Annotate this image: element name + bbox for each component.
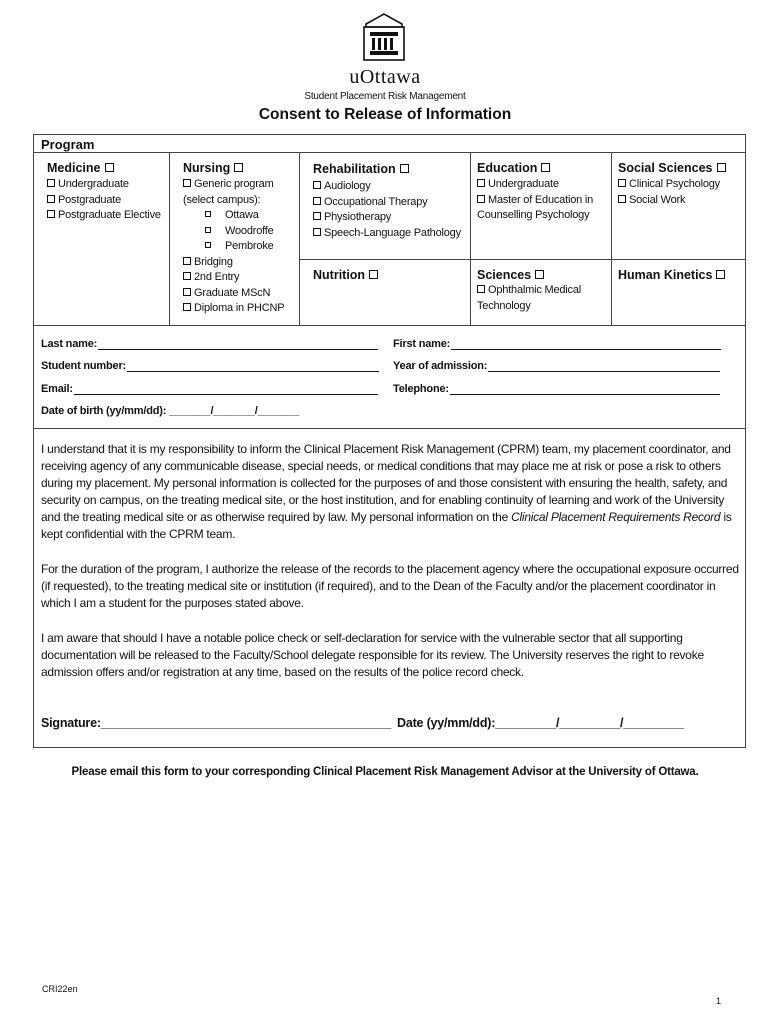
ophthalmic-medical-technology-option[interactable] bbox=[477, 283, 581, 299]
page-number: 1 bbox=[716, 996, 722, 1006]
brand-wordmark: uOttawa bbox=[349, 66, 421, 88]
nursing-label: Nursing bbox=[183, 161, 231, 175]
medicine-label: Medicine bbox=[47, 161, 101, 175]
social-sciences-checkbox[interactable] bbox=[618, 161, 726, 175]
divider bbox=[299, 259, 746, 260]
divider bbox=[299, 152, 300, 325]
field-label: Email: bbox=[41, 383, 73, 395]
checkbox-icon bbox=[369, 270, 378, 279]
option-label: Clinical Psychology bbox=[629, 178, 720, 190]
option-label: Bridging bbox=[194, 255, 233, 268]
education-med-counselling-option[interactable] bbox=[477, 193, 593, 209]
field-label: Last name: bbox=[41, 338, 98, 350]
option-label: Postgraduate Elective bbox=[58, 209, 161, 221]
human-kinetics-label: Human Kinetics bbox=[618, 268, 713, 282]
medicine-checkbox[interactable] bbox=[47, 161, 161, 175]
field-line bbox=[450, 394, 720, 395]
checkbox-icon bbox=[477, 285, 485, 293]
field-label: First name: bbox=[393, 338, 451, 350]
first-name-field[interactable] bbox=[393, 338, 721, 350]
option-label: 2nd Entry bbox=[194, 271, 240, 283]
option-label: Audiology bbox=[324, 180, 371, 192]
checkbox-icon bbox=[183, 288, 191, 296]
checkbox-icon bbox=[183, 272, 191, 280]
field-line bbox=[74, 394, 378, 395]
checkbox-icon bbox=[535, 270, 544, 279]
education-label: Education bbox=[477, 161, 538, 175]
social-sciences-column bbox=[618, 161, 726, 208]
year-of-admission-field[interactable] bbox=[393, 360, 720, 372]
divider bbox=[169, 152, 170, 325]
option-label: Woodroffe bbox=[225, 224, 274, 237]
option-label: Undergraduate bbox=[488, 178, 559, 190]
campus-pembroke-option[interactable] bbox=[183, 239, 284, 255]
checkbox-icon bbox=[183, 303, 191, 311]
education-checkbox[interactable] bbox=[477, 161, 593, 175]
option-label: Occupational Therapy bbox=[324, 195, 428, 208]
rehabilitation-checkbox[interactable] bbox=[313, 162, 461, 176]
checkbox-icon bbox=[618, 195, 626, 203]
nursing-diploma-phcnp-option[interactable] bbox=[183, 301, 284, 317]
field-line bbox=[98, 349, 378, 350]
checkbox-icon bbox=[400, 164, 409, 173]
option-label: Generic program bbox=[194, 178, 274, 190]
checkbox-icon bbox=[313, 197, 321, 205]
social-work-option[interactable] bbox=[618, 193, 726, 209]
education-column bbox=[477, 161, 593, 224]
checkbox-icon bbox=[313, 212, 321, 220]
student-number-field[interactable] bbox=[41, 360, 379, 372]
checkbox-icon bbox=[47, 195, 55, 203]
nursing-2nd-entry-option[interactable] bbox=[183, 270, 284, 286]
sciences-checkbox[interactable] bbox=[477, 268, 581, 282]
rehab-speech-language-option[interactable] bbox=[313, 226, 461, 242]
rehabilitation-label: Rehabilitation bbox=[313, 162, 396, 176]
option-label: Undergraduate bbox=[58, 178, 129, 190]
telephone-field[interactable] bbox=[393, 383, 720, 395]
campus-ottawa-option[interactable] bbox=[183, 208, 284, 224]
medicine-undergraduate-option[interactable] bbox=[47, 177, 161, 193]
nursing-checkbox[interactable] bbox=[183, 161, 284, 175]
signature-field[interactable]: Signature:___________________________________________ bbox=[41, 716, 392, 730]
checkbox-icon bbox=[313, 228, 321, 236]
sciences-label: Sciences bbox=[477, 268, 532, 282]
field-label: Student number: bbox=[41, 360, 126, 372]
medicine-postgraduate-option[interactable] bbox=[47, 193, 161, 209]
consent-italic-text: Clinical Placement Requirements Record bbox=[511, 510, 721, 524]
university-building-icon bbox=[362, 12, 406, 62]
checkbox-icon bbox=[234, 163, 243, 172]
nursing-bridging-option[interactable] bbox=[183, 255, 284, 271]
rehabilitation-column bbox=[313, 162, 461, 241]
option-label-continued: Technology bbox=[477, 299, 531, 312]
consent-text: I understand that it is my responsibility to inform the Clinical Placement Risk Management (CPRM) team, my placement coordinator, and receiving agency of any communicable disease, special needs, or medical conditions that may place me at risk or pose a risk to others during my placement. My personal information is collected for the purposes of and those consistent with ensuring the health, safety, and security on campus, on the treating medical site, or the host institution, and for enabling continuity of learning and work of the University and the treating medical site or as otherwise required by law. My personal information on the bbox=[41, 442, 731, 524]
field-line bbox=[127, 371, 379, 372]
option-label: Diploma in PHCNP bbox=[194, 302, 285, 314]
rehab-occupational-therapy-option[interactable] bbox=[313, 195, 461, 211]
email-instruction: Please email this form to your corresponding Clinical Placement Risk Management Advisor at the University of Ottawa. bbox=[71, 766, 699, 778]
option-label: Master of Education in bbox=[488, 193, 594, 206]
form-title: Consent to Release of Information bbox=[258, 106, 512, 123]
checkbox-icon bbox=[47, 210, 55, 218]
checkbox-icon bbox=[717, 163, 726, 172]
consent-text: is kept confidential with the CPRM team. bbox=[41, 510, 732, 541]
checkbox-icon bbox=[541, 163, 550, 172]
consent-paragraph-1 bbox=[41, 441, 741, 543]
campus-woodroffe-option[interactable] bbox=[183, 224, 284, 240]
checkbox-icon bbox=[477, 179, 485, 187]
field-line bbox=[488, 371, 720, 372]
email-field[interactable] bbox=[41, 383, 378, 395]
checkbox-icon bbox=[313, 181, 321, 189]
divider bbox=[470, 152, 471, 325]
rehab-physiotherapy-option[interactable] bbox=[313, 210, 461, 226]
education-undergraduate-option[interactable] bbox=[477, 177, 593, 193]
option-label: Postgraduate bbox=[58, 193, 122, 206]
signature-date-field[interactable]: Date (yy/mm/dd):_________/_________/_________ bbox=[397, 716, 685, 730]
human-kinetics-checkbox[interactable] bbox=[618, 268, 725, 282]
field-label: Telephone: bbox=[393, 383, 449, 395]
checkbox-icon bbox=[47, 179, 55, 187]
consent-paragraph-3: I am aware that should I have a notable police check or self-declaration for service with the vulnerable sector that all supporting documentation will be released to the Faculty/School delegate responsible for its review. The University reserves the right to revoke admission offers and/or registration at any time, based on the results of the police record check. bbox=[41, 631, 704, 679]
divider bbox=[611, 152, 612, 325]
nutrition-label: Nutrition bbox=[313, 268, 366, 282]
date-of-birth-field[interactable]: Date of birth (yy/mm/dd): _______/_______/_______ bbox=[41, 405, 300, 417]
option-label-continued: Counselling Psychology bbox=[477, 209, 590, 221]
option-label: Social Work bbox=[629, 193, 686, 206]
checkbox-icon bbox=[105, 163, 114, 172]
checkbox-icon bbox=[205, 242, 211, 248]
last-name-field[interactable] bbox=[41, 338, 378, 350]
field-label: Year of admission: bbox=[393, 360, 488, 372]
checkbox-icon bbox=[716, 270, 725, 279]
divider bbox=[33, 325, 746, 326]
program-heading: Program bbox=[41, 137, 95, 152]
nutrition-checkbox[interactable] bbox=[313, 268, 378, 282]
option-label: Pembroke bbox=[225, 240, 274, 252]
social-sciences-label: Social Sciences bbox=[618, 161, 713, 175]
medicine-column bbox=[47, 161, 161, 224]
divider bbox=[33, 152, 746, 153]
nursing-generic-option[interactable] bbox=[183, 177, 284, 193]
rehab-audiology-option[interactable] bbox=[313, 179, 461, 195]
nursing-column bbox=[183, 161, 284, 317]
option-label: Graduate MScN bbox=[194, 286, 271, 299]
form-subtitle: Student Placement Risk Management bbox=[304, 91, 466, 102]
checkbox-icon bbox=[205, 211, 211, 217]
checkbox-icon bbox=[618, 179, 626, 187]
divider bbox=[33, 428, 746, 429]
nursing-graduate-mscn-option[interactable] bbox=[183, 286, 284, 302]
option-label: Ophthalmic Medical bbox=[488, 284, 581, 296]
checkbox-icon bbox=[183, 179, 191, 187]
option-label: Physiotherapy bbox=[324, 211, 392, 223]
form-code: CRI22en bbox=[42, 984, 78, 994]
consent-paragraph-2: For the duration of the program, I authorize the release of the records to the placement agency where the occupational exposure occurred (if requested), to the treating medical site or institution (if required), and to the Dean of the Faculty and/or the placement coordinator in which I am a student for the purposes stated above. bbox=[41, 562, 739, 610]
checkbox-icon bbox=[205, 227, 211, 233]
checkbox-icon bbox=[183, 257, 191, 265]
sciences-column bbox=[477, 268, 581, 314]
clinical-psychology-option[interactable] bbox=[618, 177, 726, 193]
option-label: Speech-Language Pathology bbox=[324, 226, 461, 239]
option-note: (select campus): bbox=[183, 193, 261, 206]
field-line bbox=[451, 349, 721, 350]
option-label: Ottawa bbox=[225, 209, 259, 221]
checkbox-icon bbox=[477, 195, 485, 203]
medicine-postgraduate-elective-option[interactable] bbox=[47, 208, 161, 224]
